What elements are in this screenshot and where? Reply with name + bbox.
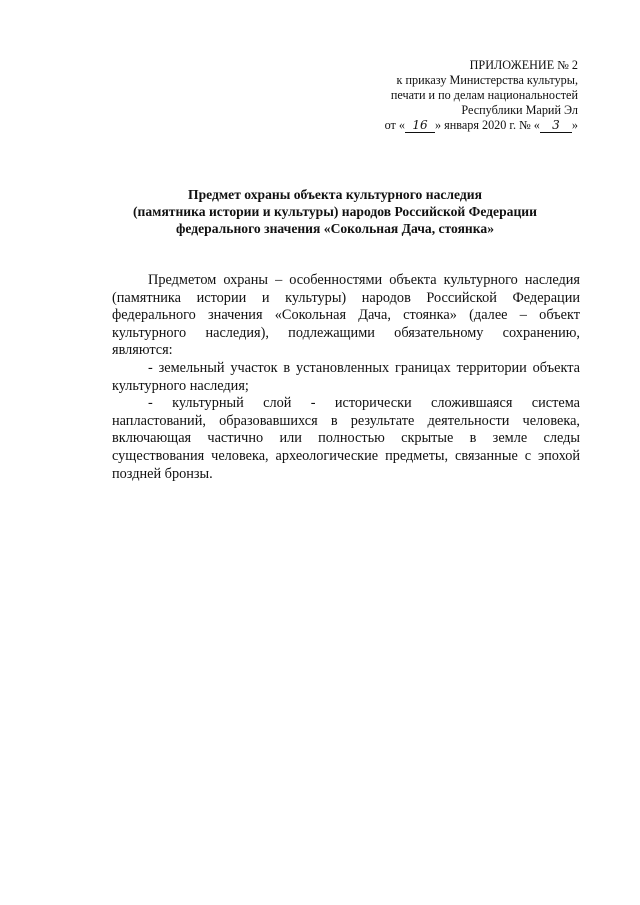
- document-title: [90, 186, 580, 237]
- appendix-republic: Республики Марий Эл: [461, 103, 578, 117]
- appendix-date-line: [348, 118, 578, 133]
- handwritten-day: 16: [405, 119, 435, 133]
- paragraph-intro: Предметом охраны – особенностями объекта культурного наследия (памятника истории и культуры) народов Российской Федерации федерального значения «Сокольная Дача, стоянка» (далее – объект культурного наследия), подлежащими обязательному сохранению, являются:: [112, 272, 580, 359]
- date-middle: » января 2020 г. № «: [434, 118, 540, 132]
- document-body: [112, 272, 580, 483]
- appendix-ministry: печати и по делам национальностей: [390, 88, 578, 102]
- appendix-order-ref: к приказу Министерства культуры,: [396, 73, 578, 87]
- date-prefix: от «: [384, 118, 405, 132]
- title-line-3: федерального значения «Сокольная Дача, стоянка»: [175, 221, 494, 236]
- paragraph-land-plot: - земельный участок в установленных границах территории объекта культурного наследия;: [112, 359, 580, 394]
- handwritten-order-number: 3: [540, 119, 572, 133]
- title-line-1: Предмет охраны объекта культурного наследия: [188, 187, 482, 202]
- date-suffix: »: [571, 118, 578, 132]
- appendix-header: [348, 58, 578, 133]
- paragraph-cultural-layer: - культурный слой - исторически сложившаяся система напластований, образовавшихся в результате деятельности человека, включающая частично или полностью скрытые в земле следы существования человека, археологические предметы, связанные с эпохой поздней бронзы.: [112, 395, 580, 482]
- title-line-2: (памятника истории и культуры) народов Российской Федерации: [133, 204, 537, 219]
- appendix-title: ПРИЛОЖЕНИЕ № 2: [469, 58, 578, 72]
